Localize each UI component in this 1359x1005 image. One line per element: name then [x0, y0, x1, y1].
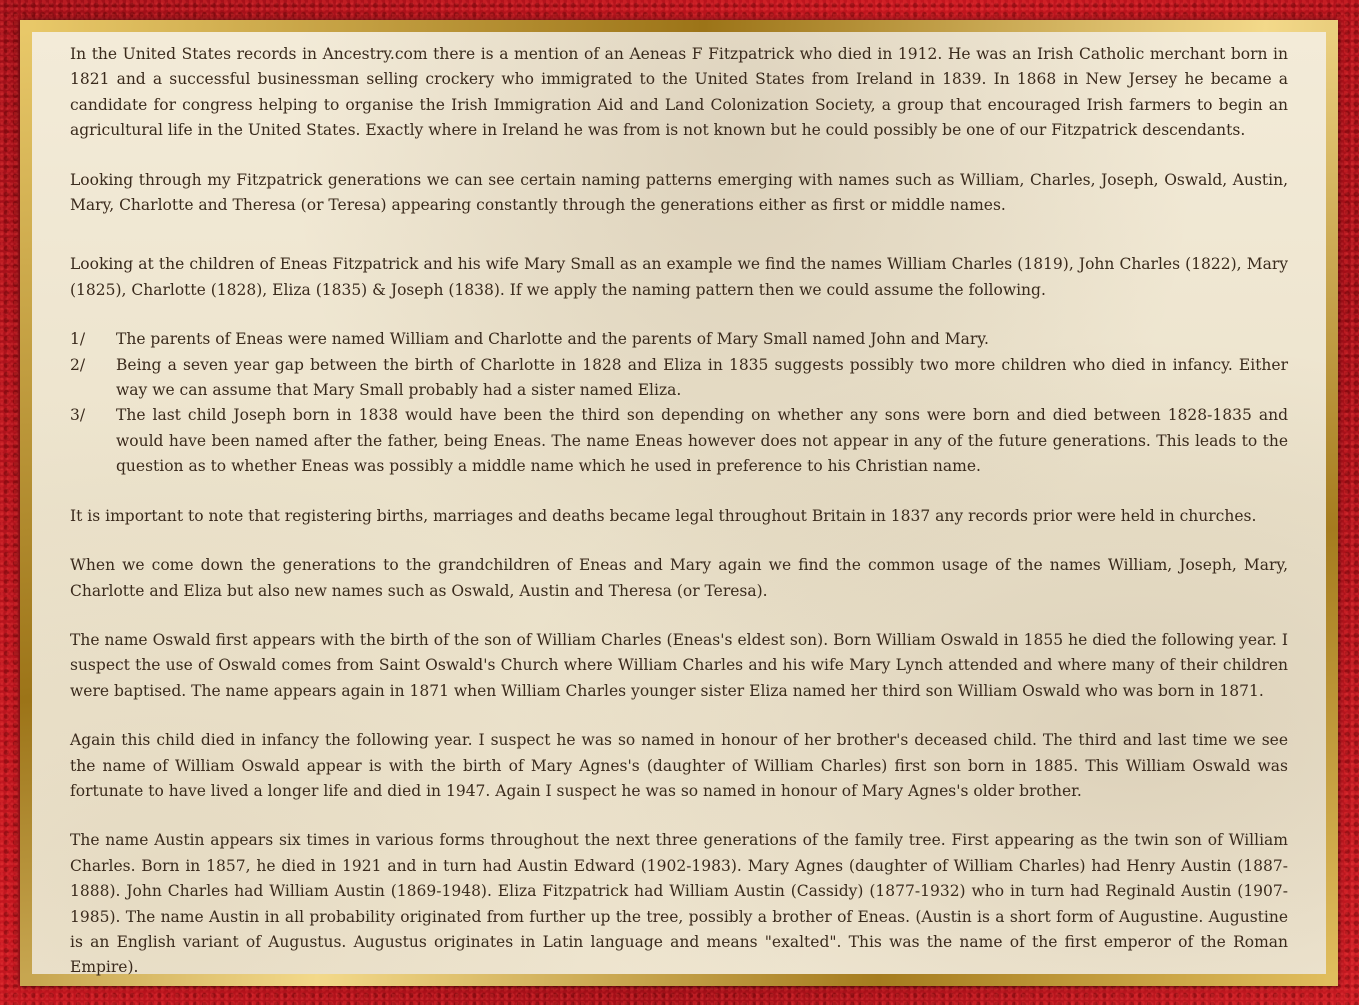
list-item	[70, 353, 1288, 404]
list-text: The last child Joseph born in 1838 would have been the third son depending on whether any sons were born and died between 1828-1835 and would have been named after the father, being Eneas. The name Eneas however does not appear in any of the future generations. This leads to the question as to whether Eneas was possibly a middle name which he used in preference to his Christian name.	[116, 406, 1288, 476]
paragraph-oswald: The name Oswald first appears with the birth of the son of William Charles (Eneas's eldest son). Born William Oswald in 1855 he died the following year. I suspect the use of Oswald comes from Saint Oswald's Church where William Charles and his wife Mary Lynch attended and where many of their children were baptised. The name appears again in 1871 when William Charles younger sister Eliza named her third son William Oswald who was born in 1871.	[70, 630, 1288, 700]
paragraph-aeneas-fitzpatrick: In the United States records in Ancestry.com there is a mention of an Aeneas F Fitzpatrick who died in 1912. He was an Irish Catholic merchant born in 1821 and a successful businessman selling crockery who immigrated to the United States from Ireland in 1839. In 1868 in New Jersey he became a candidate for congress helping to organise the Irish Immigration Aid and Land Colonization Society, a group that encouraged Irish farmers to begin an agricultural life in the United States. Exactly where in Ireland he was from is not known but he could possibly be one of our Fitzpatrick descendants.	[70, 45, 1288, 140]
parchment-document	[32, 32, 1326, 977]
assumption-list	[70, 327, 1288, 479]
list-number: 3/	[70, 406, 86, 425]
list-text: The parents of Eneas were named William and Charlotte and the parents of Mary Small named John and Mary.	[116, 330, 989, 349]
paragraph-registration-note: It is important to note that registering births, marriages and deaths became legal throughout Britain in 1837 any records prior were held in churches.	[70, 506, 1257, 525]
list-number: 2/	[70, 355, 86, 374]
list-text: Being a seven year gap between the birth of Charlotte in 1828 and Eliza in 1835 suggests possibly two more children who died in infancy. Either way we can assume that Mary Small probably had a sister named Eliza.	[116, 355, 1288, 400]
list-item	[70, 403, 1288, 479]
paragraph-austin: The name Austin appears six times in various forms throughout the next three generations of the family tree. First appearing as the twin son of William Charles. Born in 1857, he died in 1921 and in turn had Austin Edward (1902-1983). Mary Agnes (daughter of William Charles) had Henry Austin (1887-1888). John Charles had William Austin (1869-1948). Eliza Fitzpatrick had William Austin (Cassidy) (1877-1932) who in turn had Reginald Austin (1907-1985). The name Austin in all probability originated from further up the tree, possibly a brother of Eneas. (Austin is a short form of Augustine. Augustine is an English variant of Augustus. Augustus originates in Latin language and means "exalted". This was the name of the first emperor of the Roman Empire).	[70, 831, 1288, 977]
paragraph-oswald-continued: Again this child died in infancy the following year. I suspect he was so named in honour of her brother's deceased child. The third and last time we see the name of William Oswald appear is with the birth of Mary Agnes's (daughter of William Charles) first son born in 1885. This William Oswald was fortunate to have lived a longer life and died in 1947. Again I suspect he was so named in honour of Mary Agnes's older brother.	[70, 731, 1288, 800]
paragraph-grandchildren: When we come down the generations to the grandchildren of Eneas and Mary again we find the common usage of the names William, Joseph, Mary, Charlotte and Eliza but also new names such as Oswald, Austin and Theresa (or Teresa).	[70, 556, 1288, 600]
list-number: 1/	[70, 330, 86, 349]
paragraph-children-of-eneas: Looking at the children of Eneas Fitzpatrick and his wife Mary Small as an example we find the names William Charles (1819), John Charles (1822), Mary (1825), Charlotte (1828), Eliza (1835) & Joseph (1838). If we apply the naming pattern then we could assume the following.	[70, 255, 1288, 299]
list-item	[70, 327, 1288, 352]
paragraph-naming-patterns: Looking through my Fitzpatrick generations we can see certain naming patterns emerging with names such as William, Charles, Joseph, Oswald, Austin, Mary, Charlotte and Theresa (or Teresa) appearing constantly through the generations either as first or middle names.	[70, 170, 1288, 215]
